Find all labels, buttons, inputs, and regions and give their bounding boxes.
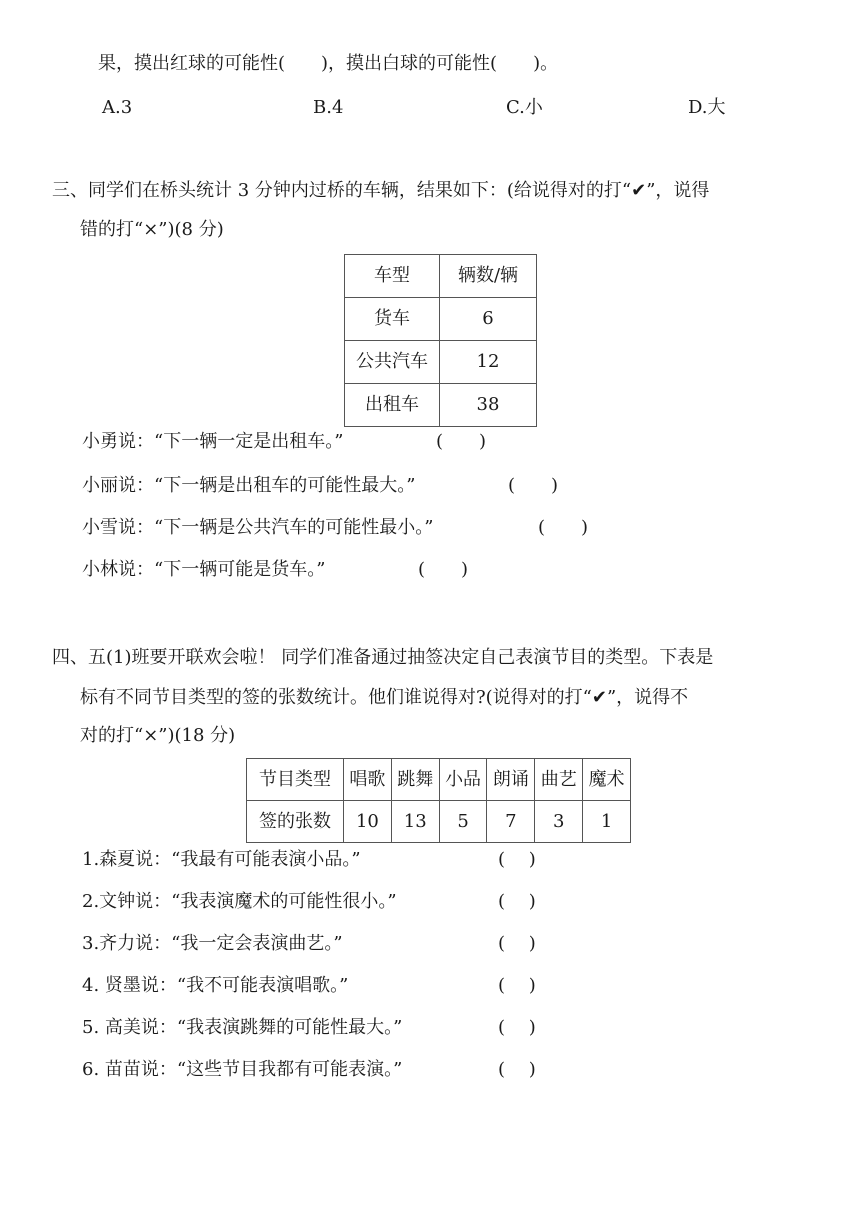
q4-statement: 5. 高美说：“我表演跳舞的可能性最大。” — [82, 1017, 403, 1038]
answer-blank[interactable]: ( ) — [538, 517, 589, 538]
q4-statement: 4. 贤墨说：“我不可能表演唱歌。” — [82, 975, 349, 996]
q3-statement: 小勇说：“下一辆一定是出租车。” — [82, 431, 344, 452]
program-type-cell: 唱歌 — [344, 759, 392, 801]
ticket-count-cell: 3 — [535, 801, 583, 843]
option-c: C.小 — [506, 97, 543, 118]
program-table — [246, 758, 631, 843]
vehicle-table — [344, 254, 537, 427]
program-type-cell: 魔术 — [583, 759, 631, 801]
q4-statement: 6. 苗苗说：“这些节目我都有可能表演。” — [82, 1059, 403, 1080]
q2-tail-text: 果，摸出红球的可能性( )，摸出白球的可能性( )。 — [98, 53, 559, 74]
ticket-count-cell: 13 — [391, 801, 439, 843]
q4-prompt-line1: 四、五(1)班要开联欢会啦！ 同学们准备通过抽签决定自己表演节目的类型。下表是 — [52, 647, 714, 668]
program-type-cell: 曲艺 — [535, 759, 583, 801]
answer-blank[interactable]: ( ) — [498, 1017, 536, 1038]
vehicle-count-cell: 12 — [440, 341, 537, 384]
vehicle-count-cell: 38 — [440, 384, 537, 427]
vehicle-table-header: 车型 — [345, 255, 440, 298]
answer-blank[interactable]: ( ) — [498, 849, 536, 870]
q4-statement: 3.齐力说：“我一定会表演曲艺。” — [82, 933, 343, 954]
vehicle-table-header: 辆数/辆 — [440, 255, 537, 298]
option-d: D.大 — [688, 97, 726, 118]
q3-prompt-line1: 三、同学们在桥头统计 3 分钟内过桥的车辆，结果如下：(给说得对的打“✔”，说得 — [52, 180, 710, 201]
program-type-cell: 小品 — [439, 759, 487, 801]
vehicle-type-cell: 公共汽车 — [345, 341, 440, 384]
q3-prompt-line2: 错的打“×”)(8 分) — [80, 219, 224, 240]
answer-blank[interactable]: ( ) — [418, 559, 469, 580]
q4-statement: 2.文钟说：“我表演魔术的可能性很小。” — [82, 891, 397, 912]
ticket-count-cell: 7 — [487, 801, 535, 843]
option-b: B.4 — [313, 97, 344, 118]
answer-blank[interactable]: ( ) — [498, 1059, 536, 1080]
option-a: A.3 — [102, 97, 133, 118]
answer-blank[interactable]: ( ) — [498, 891, 536, 912]
q3-statement: 小雪说：“下一辆是公共汽车的可能性最小。” — [82, 517, 434, 538]
vehicle-count-cell: 6 — [440, 298, 537, 341]
program-type-cell: 朗诵 — [487, 759, 535, 801]
program-type-cell: 跳舞 — [391, 759, 439, 801]
q4-prompt-line2: 标有不同节目类型的签的张数统计。他们谁说得对?(说得对的打“✔”，说得不 — [80, 687, 689, 708]
q3-statement: 小丽说：“下一辆是出租车的可能性最大。” — [82, 475, 416, 496]
vehicle-type-cell: 出租车 — [345, 384, 440, 427]
ticket-count-cell: 1 — [583, 801, 631, 843]
answer-blank[interactable]: ( ) — [436, 431, 487, 452]
q4-statement: 1.森夏说：“我最有可能表演小品。” — [82, 849, 361, 870]
ticket-count-cell: 5 — [439, 801, 487, 843]
q3-statement: 小林说：“下一辆可能是货车。” — [82, 559, 326, 580]
answer-blank[interactable]: ( ) — [498, 933, 536, 954]
vehicle-type-cell: 货车 — [345, 298, 440, 341]
ticket-count-cell: 10 — [344, 801, 392, 843]
answer-blank[interactable]: ( ) — [508, 475, 559, 496]
answer-blank[interactable]: ( ) — [498, 975, 536, 996]
program-table-label: 签的张数 — [247, 801, 344, 843]
q4-prompt-line3: 对的打“×”)(18 分) — [80, 725, 236, 746]
program-table-label: 节目类型 — [247, 759, 344, 801]
